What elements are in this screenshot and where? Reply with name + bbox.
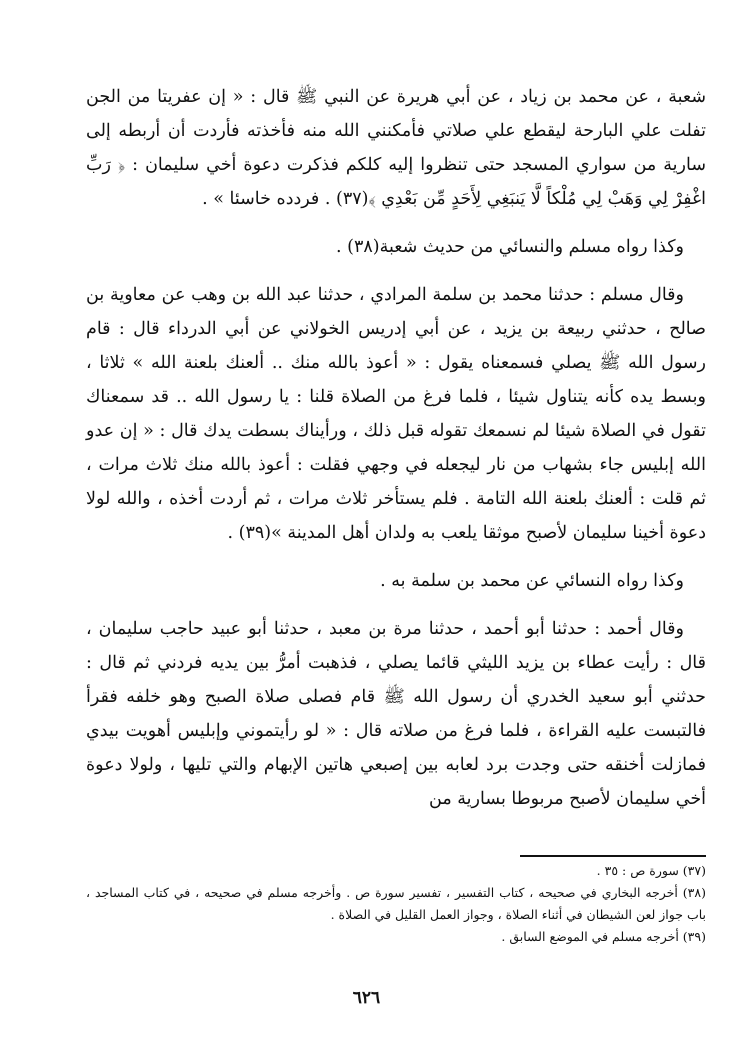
- paragraph-nasai-salama: وكذا رواه النسائي عن محمد بن سلمة به .: [380, 571, 684, 591]
- main-text: [86, 80, 706, 830]
- footnote-divider: [520, 855, 706, 857]
- page-number: ٦٢٦: [352, 988, 381, 1008]
- paragraph-hadith-afreet: شعبة ، عن محمد بن زياد ، عن أبي هريرة عن النبي ﷺ قال : « إن عفريتا من الجن تفلت علي البارحة ليقطع علي صلاتي فأمكنني الله منه فأخذته فأردت أن أربطه إلى سارية من سواري المسجد حتى تنظروا إليه كلكم فذكرت دعوة أخي سليمان : ﴿ رَبِّ اغْفِرْ لِي وَهَبْ لِي مُلْكاً لَّا يَنبَغِي لِأَحَدٍ مِّن بَعْدِي ﴾(٣٧) . فردده خاسئا » .: [86, 87, 706, 209]
- footnotes: [86, 860, 706, 948]
- paragraph-hadith-abu-darda: وقال مسلم : حدثنا محمد بن سلمة المرادي ، حدثنا عبد الله بن وهب عن معاوية بن صالح ، حدثني ربيعة بن يزيد ، عن أبي إدريس الخولاني عن أبي الدرداء قال : قام رسول الله ﷺ يصلي فسمعناه يقول : « أعوذ بالله منك .. ألعنك بلعنة الله » ثلاثا ، وبسط يده كأنه يتناول شيئا ، فلما فرغ من الصلاة قلنا : يا رسول الله .. قد سمعناك تقول في الصلاة شيئا لم نسمعك تقوله قبل ذلك ، ورأيناك بسطت يدك قال : « إن عدو الله إبليس جاء بشهاب من نار ليجعله في وجهي فقلت : أعوذ بالله منك ثلاث مرات ، ثم قلت : ألعنك بلعنة الله التامة . فلم يستأخر ثلاث مرات ، ثم أردت أخذه ، والله لولا دعوة أخينا سليمان لأصبح موثقا يلعب به ولدان أهل المدينة »(٣٩) .: [86, 285, 706, 543]
- footnote-39: (٣٩) أخرجه مسلم في الموضع السابق .: [501, 929, 706, 944]
- paragraph-hadith-abu-said: وقال أحمد : حدثنا أبو أحمد ، حدثنا مرة بن معبد ، حدثنا أبو عبيد حاجب سليمان ، قال : رأيت عطاء بن يزيد الليثي قائما يصلي ، فذهبت أمرُّ بين يديه فردني ثم قال : حدثني أبو سعيد الخدري أن رسول الله ﷺ قام فصلى صلاة الصبح وهو خلفه فقرأ فالتبست عليه القراءة ، فلما فرغ من صلاته قال : « لو رأيتموني وإبليس أهويت بيدي فمازلت أخنقه حتى وجدت برد لعابه بين إصبعي هاتين الإبهام والتي تليها ، ولولا دعوة أخي سليمان لأصبح مربوطا بسارية من: [86, 619, 706, 809]
- paragraph-muslim-nasai-shuba: وكذا رواه مسلم والنسائي من حديث شعبة(٣٨) .: [335, 237, 684, 257]
- footnote-38: (٣٨) أخرجه البخاري في صحيحه ، كتاب التفسير ، تفسير سورة ص . وأخرجه مسلم في صحيحه ، في كتاب المساجد ، باب جواز لعن الشيطان في أثناء الصلاة ، وجواز العمل القليل في الصلاة .: [86, 885, 706, 922]
- footnote-37: (٣٧) سورة ص : ٣٥ .: [596, 863, 706, 878]
